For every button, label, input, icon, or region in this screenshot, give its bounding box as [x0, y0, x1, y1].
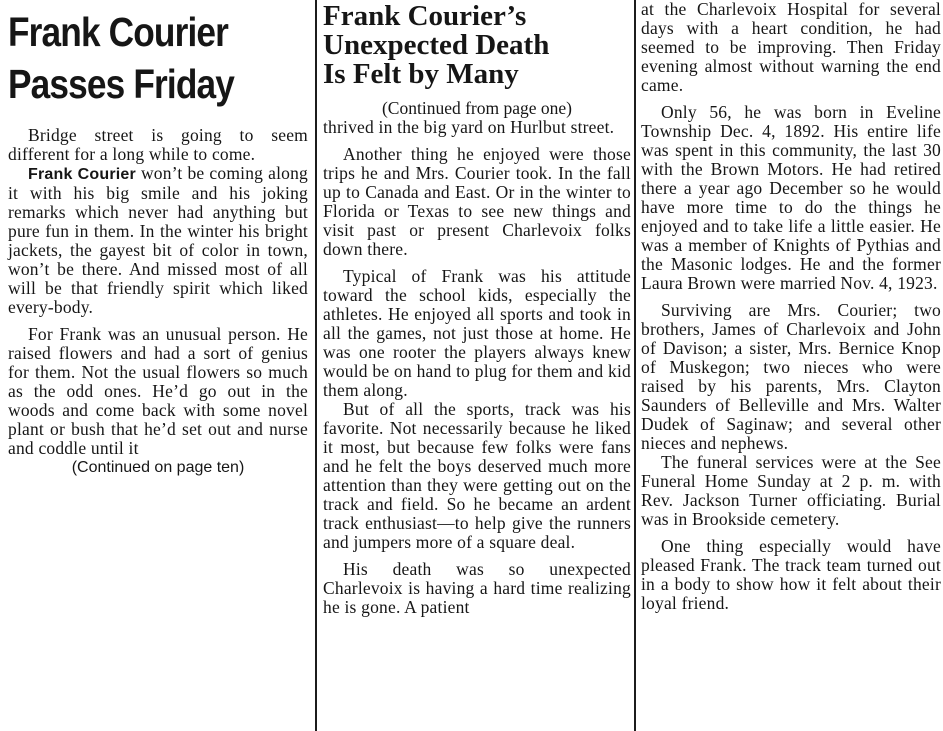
paragraph: Only 56, he was born in Eveline Township Dec. 4, 1892. His entire life was spent in this community, the last 30 with the Brown Motors. He had retired there a year ago December so he would have more time to do the things he enjoyed and to take life a little easier. He was a member of Knights of Pythias and the Masonic lodges. He and the former Laura Brown were married Nov. 4, 1923. [641, 102, 941, 293]
paragraph: at the Charlevoix Hospital for several days with a heart condition, he had seemed to be improving. Then Friday evening almost without warning the end came. [641, 0, 941, 95]
article-column-2 [318, 0, 636, 731]
paragraph: Surviving are Mrs. Courier; two brothers, James of Charlevoix and John of Davison; a sister, Mrs. Bernice Knop of Muskegon; two nieces who were raised by his parents, Mrs. Clayton Saunders of Belleville and Mrs. Walter Dudek of Saginaw; and several other nieces and nephews. [641, 300, 941, 453]
paragraph: thrived in the big yard on Hurlbut street. [323, 117, 615, 137]
article-column-3 [636, 0, 943, 731]
paragraph: His death was so unexpected Charlevoix is having a hard time realizing he is gone. A patient [323, 559, 631, 617]
paragraph-text: won’t be coming along it with his big smile and his joking remarks which never had anything but pure fun in them. In the winter his bright jackets, the gayest bit of color in town, won’t be there. And missed most of all will be that friendly spirit which liked every-body. [8, 163, 308, 317]
headline-line: Passes Friday [8, 61, 235, 107]
headline [323, 2, 631, 89]
headline-line: Unexpected Death [323, 29, 550, 61]
headline [8, 6, 266, 116]
paragraph-lead: Frank Courier [28, 166, 136, 183]
column-rule [315, 0, 317, 731]
paragraph: For Frank was an unusual person. He raised flowers and had a sort of genius for them. Not the usual flowers so much as the odd ones. He’d go out in the woods and come back with some novel plant or bush that he’d set out and nurse and coddle until it [8, 324, 308, 458]
continued-note: (Continued on page ten) [71, 459, 245, 476]
paragraph: The funeral services were at the See Funeral Home Sunday at 2 p. m. with Rev. Jackson Turner officiating. Burial was in Brookside cemetery. [641, 452, 941, 529]
paragraph: Another thing he enjoyed were those trips he and Mrs. Courier took. In the fall up to Canada and East. Or in the winter to Florida or Texas to see new things and visit past or present Charlevoix folks down there. [323, 144, 631, 259]
continued-from-note: (Continued from page one) [381, 98, 572, 118]
paragraph: But of all the sports, track was his favorite. Not necessarily because he liked it most, but because few folks were fans and he felt the boys deserved much more attention than they were getting out on the track and field. So he became an ardent track enthusiast—to help give the runners and jumpers more of a square deal. [323, 399, 631, 552]
paragraph: Bridge street is going to seem different for a long while to come. [8, 125, 308, 164]
headline-line: Frank Courier’s [323, 0, 527, 32]
paragraph: Typical of Frank was his attitude toward the school kids, especially the athletes. He enjoyed all sports and took in all the games, not just those at home. He was one rooter the players always knew would be on hand to plug for them and kid them along. [323, 266, 631, 400]
paragraph [8, 164, 308, 317]
paragraph: One thing especially would have pleased Frank. The track team turned out in a body to show how it felt about their loyal friend. [641, 536, 941, 613]
article-column-1 [0, 0, 316, 731]
headline-line: Is Felt by Many [323, 58, 519, 90]
headline-line: Frank Courier [8, 9, 229, 55]
